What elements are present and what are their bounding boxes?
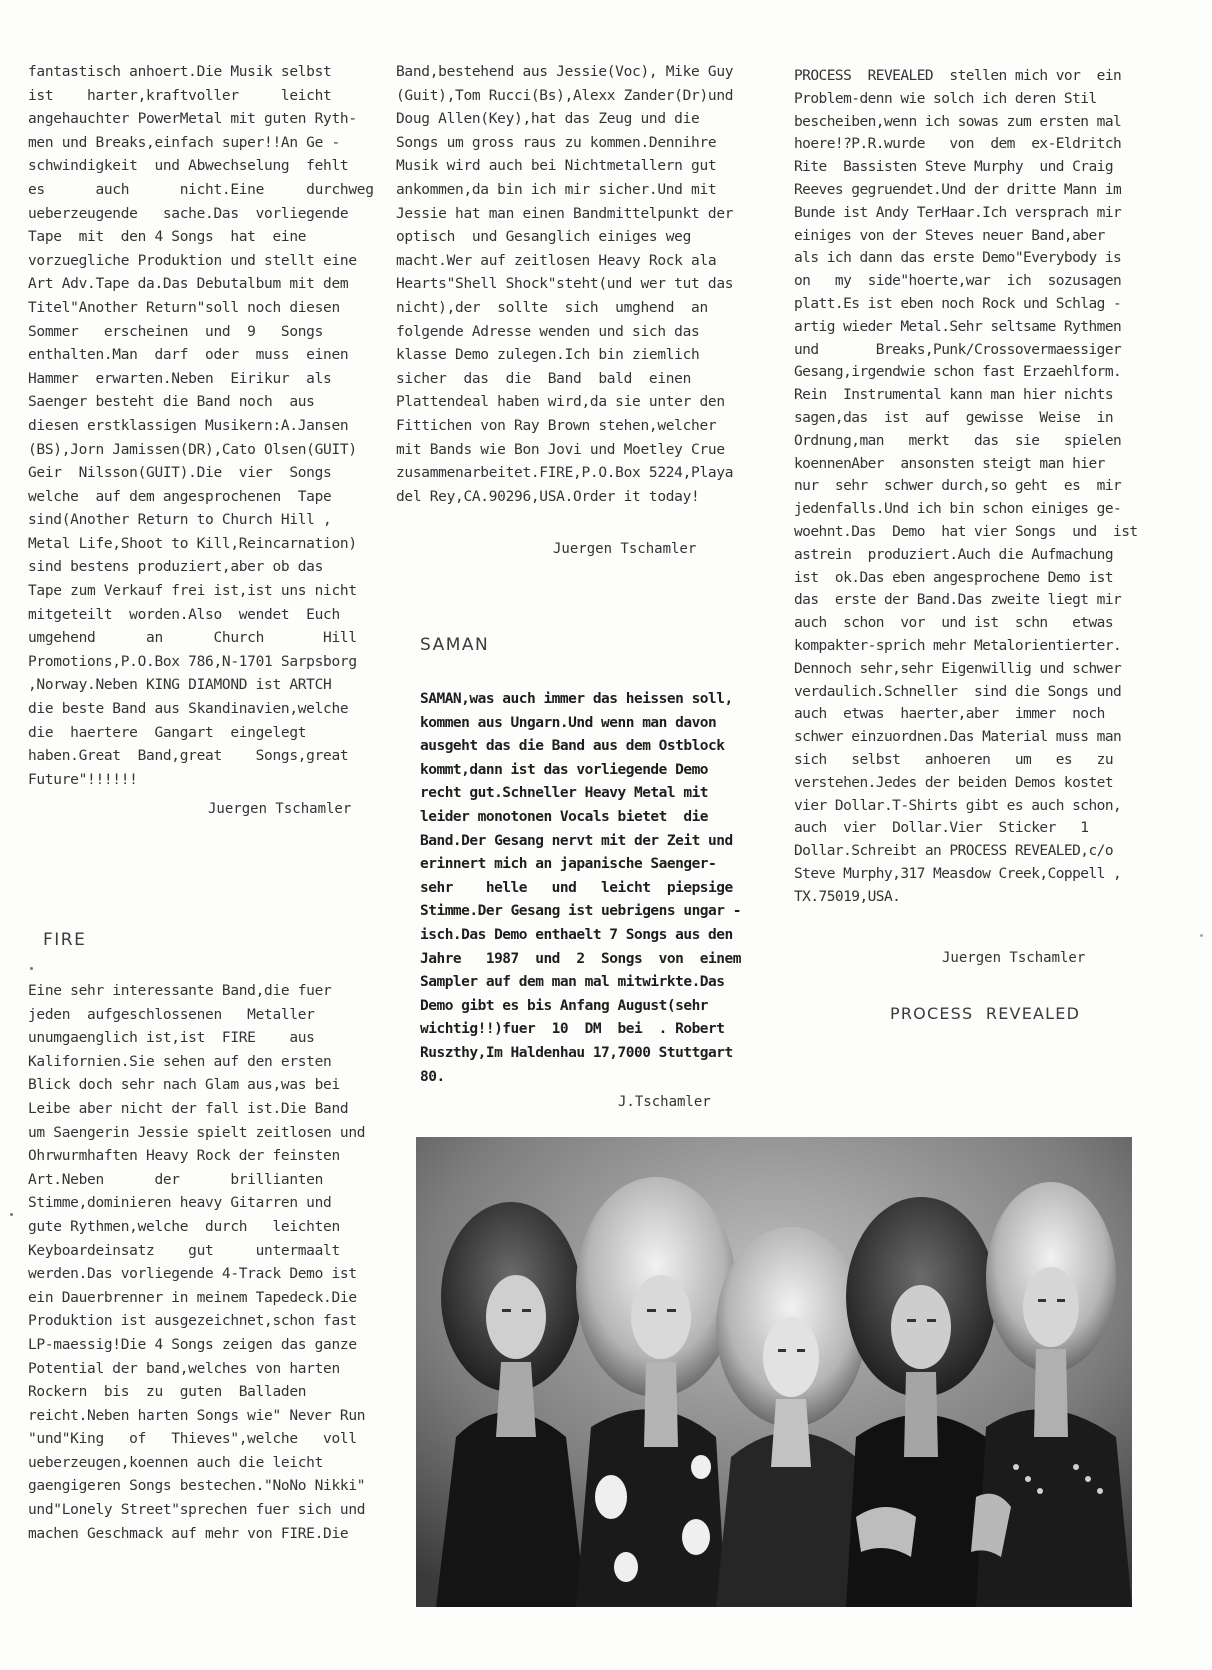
saman-heading: SAMAN	[420, 635, 490, 655]
col1-article-text: fantastisch anhoert.Die Musik selbst ist harter,kraftvoller leicht angehauchter PowerMetal mit guten Ryth- men und Breaks,einfach super!!An Ge - schwindigkeit und Abwechselung fehlt es auch nicht.Eine durchweg ueberzeugende sache.Das vorliegende Tape mit den 4 Songs hat eine vorzuegliche Produktion und stellt eine Art Adv.Tape da.Das Debutalbum mit dem Titel"Another Return"soll noch diesen Sommer erscheinen und 9 Songs enthalten.Man darf oder muss einen Hammer erwarten.Neben Eirikur als Saenger besteht die Band noch aus diesen erstklassigen Musikern:A.Jansen (BS),Jorn Jamissen(DR),Cato Olsen(GUIT) Geir Nilsson(GUIT).Die vier Songs welche auf dem angesprochenen Tape sind(Another Return to Church Hill , Metal Life,Shoot to Kill,Reincarnation) sind bestens produziert,aber ob das Tape zum Verkauf frei ist,ist uns nicht mitgeteilt worden.Also wendet Euch umgehend an Church Hill Promotions,P.O.Box 786,N-1701 Sarpsborg ,Norway.Neben KING DIAMOND ist ARTCH die beste Band aus Skandinavien,welche die haertere Gangart eingelegt haben.Great Band,great Songs,great Future"!!!!!!	[28, 64, 374, 788]
margin-mark	[30, 967, 33, 970]
margin-mark	[10, 1213, 13, 1216]
process-signature: Juergen Tschamler	[942, 950, 1086, 966]
col2-signature: Juergen Tschamler	[553, 541, 697, 557]
fire-heading: FIRE	[43, 930, 87, 950]
process-article-text: PROCESS REVEALED stellen mich vor ein Problem-denn wie solch ich deren Stil bescheiben,wenn ich sowas zum ersten mal hoere!?P.R.wurde von dem ex-Eldritch Rite Bassisten Steve Murphy und Craig Reeves gegruendet.Und der dritte Mann im Bunde ist Andy TerHaar.Ich versprach mir einiges von der Steves neuer Band,aber als ich dann das erste Demo"Everybody is on my side"hoerte,war ich sozusagen platt.Es ist eben noch Rock und Schlag - artig wieder Metal.Sehr seltsame Rythmen und Breaks,Punk/Crossovermaessiger Gesang,irgendwie schon fast Erzaehlform. Rein Instrumental kann man hier nichts sagen,das ist auf gewisse Weise in Ordnung,man merkt das sie spielen koennenAber ansonsten steigt man hier nur sehr schwer durch,so geht es mir jedenfalls.Und ich bin schon einiges ge- woehnt.Das Demo hat vier Songs und ist astrein produziert.Auch die Aufmachung ist ok.Das eben angesprochene Demo ist das erste der Band.Das zweite liegt mir auch schon vor und ist schn etwas kompakter-sprich mehr Metalorientierter. Dennoch sehr,sehr Eigenwillig und schwer verdaulich.Schneller sind die Songs und auch etwas haerter,aber immer noch schwer einzuordnen.Das Material muss man sich selbst anhoeren um es zu verstehen.Jedes der beiden Demos kostet vier Dollar.T-Shirts gibt es auch schon, auch vier Dollar.Vier Sticker 1 Dollar.Schreibt an PROCESS REVEALED,c/o Steve Murphy,317 Measdow Creek,Coppell , TX.75019,USA.	[794, 68, 1138, 905]
col1-signature: Juergen Tschamler	[208, 801, 352, 817]
process-heading: PROCESS REVEALED	[890, 1004, 1081, 1023]
fire-article-text: Eine sehr interessante Band,die fuer jeden aufgeschlossenen Metaller unumgaenglich ist,ist FIRE aus Kalifornien.Sie sehen auf den ersten Blick doch sehr nach Glam aus,was bei Leibe aber nicht der fall ist.Die Band um Saengerin Jessie spielt zeitlosen und Ohrwurmhaften Heavy Rock der feinsten Art.Neben der brillianten Stimme,dominieren heavy Gitarren und gute Rythmen,welche durch leichten Keyboardeinsatz gut untermaalt werden.Das vorliegende 4-Track Demo ist ein Dauerbrenner in meinem Tapedeck.Die Produktion ist ausgezeichnet,schon fast LP-maessig!Die 4 Songs zeigen das ganze Potential der band,welches von harten Rockern bis zu guten Balladen reicht.Neben harten Songs wie" Never Run "und"King of Thieves",welche voll ueberzeugen,koennen auch die leicht gaengigeren Songs bestechen."NoNo Nikki" und"Lonely Street"sprechen fuer sich und machen Geschmack auf mehr von FIRE.Die	[28, 983, 366, 1542]
band-photo	[416, 1137, 1132, 1607]
margin-mark	[1200, 934, 1203, 937]
saman-article-text: SAMAN,was auch immer das heissen soll, kommen aus Ungarn.Und wenn man davon ausgeht das die Band aus dem Ostblock kommt,dann ist das vorliegende Demo recht gut.Schneller Heavy Metal mit leider monotonen Vocals bietet die Band.Der Gesang nervt mit der Zeit und erinnert mich an japanische Saenger- sehr helle und leicht piepsige Stimme.Der Gesang ist uebrigens ungar - isch.Das Demo enthaelt 7 Songs aus den Jahre 1987 und 2 Songs von einem Sampler auf dem man mal mitwirkte.Das Demo gibt es bis Anfang August(sehr wichtig!!)fuer 10 DM bei . Robert Ruszthy,Im Haldenhau 17,7000 Stuttgart 80.	[420, 691, 741, 1085]
saman-signature: J.Tschamler	[618, 1094, 711, 1110]
col2-article-text: Band,bestehend aus Jessie(Voc), Mike Guy (Guit),Tom Rucci(Bs),Alexx Zander(Dr)und Doug Allen(Key),hat das Zeug und die Songs um gross raus zu kommen.Dennihre Musik wird auch bei Nichtmetallern gut ankommen,da bin ich mir sicher.Und mit Jessie hat man einen Bandmittelpunkt der optisch und Gesanglich einiges weg macht.Wer auf zeitlosen Heavy Rock ala Hearts"Shell Shock"steht(und wer tut das nicht),der sollte sich umghend an folgende Adresse wenden und sich das klasse Demo zulegen.Ich bin ziemlich sicher das die Band bald einen Plattendeal haben wird,da sie unter den Fittichen von Ray Brown stehen,welcher mit Bands wie Bon Jovi und Moetley Crue zusammenarbeitet.FIRE,P.O.Box 5224,Playa del Rey,CA.90296,USA.Order it today!	[396, 64, 734, 505]
band-photo-image	[416, 1137, 1132, 1607]
